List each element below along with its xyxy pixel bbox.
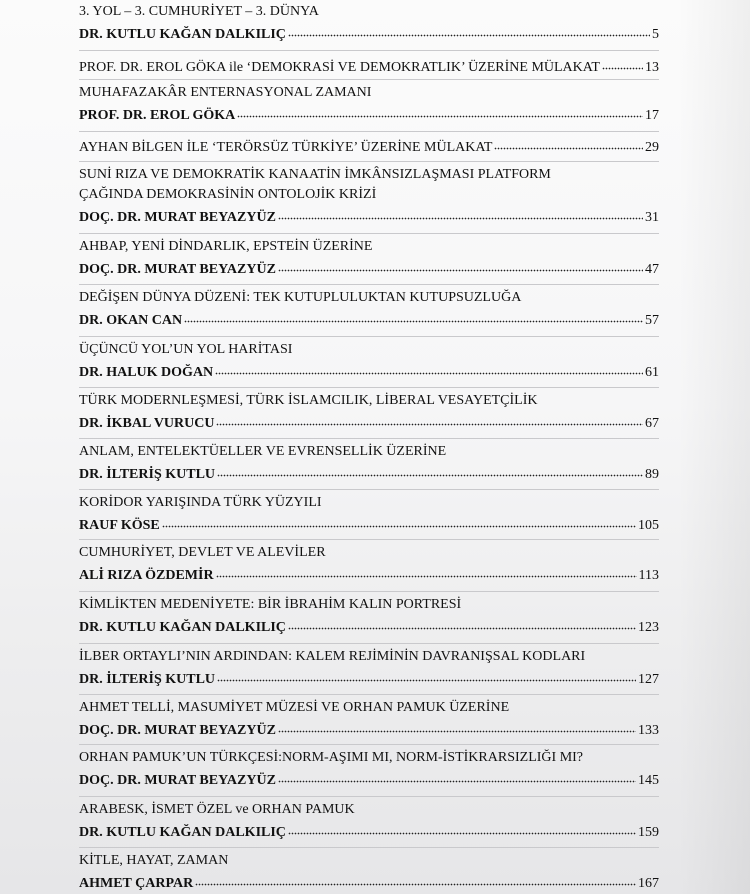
toc-entry (79, 748, 659, 791)
page-number: 133 (638, 723, 659, 738)
page-number: 29 (645, 140, 659, 155)
entry-leader-line (79, 103, 659, 126)
entry-separator (79, 796, 659, 797)
entry-leader-line (79, 135, 659, 158)
toc-entry (79, 698, 659, 741)
entry-title: CUMHURİYET, DEVLET VE ALEVİLER (79, 545, 326, 560)
entry-leader-line (79, 667, 659, 690)
toc-entry (79, 135, 659, 158)
entry-leader-line (79, 718, 659, 741)
page-number: 145 (638, 773, 659, 788)
entry-separator (79, 284, 659, 285)
entry-separator (79, 161, 659, 162)
entry-separator (79, 489, 659, 490)
entry-title: DEĞİŞEN DÜNYA DÜZENİ: TEK KUTUPLULUKTAN KUTUPSUZLUĞA (79, 290, 522, 305)
toc-entry (79, 595, 659, 638)
entry-title: KİMLİKTEN MEDENİYETE: BİR İBRAHİM KALIN PORTRESİ (79, 597, 462, 612)
page-number: 127 (638, 672, 659, 687)
entry-title: ORHAN PAMUK’UN TÜRKÇESİ:NORM-AŞIMI MI, NORM-İSTİKRARSIZLIĞI MI? (79, 750, 584, 765)
entry-title: ÜÇÜNCÜ YOL’UN YOL HARİTASI (79, 342, 293, 357)
page-number: 123 (638, 620, 659, 635)
entry-separator (79, 591, 659, 592)
dot-leader (602, 55, 643, 71)
entry-author: RAUF KÖSE (79, 518, 160, 533)
entry-author: DR. KUTLU KAĞAN DALKILIÇ (79, 620, 286, 635)
entry-leader-line (79, 513, 659, 536)
page-edge-shadow (678, 0, 750, 894)
page-number: 5 (652, 27, 659, 42)
toc-entry (79, 340, 659, 383)
entry-separator (79, 694, 659, 695)
entry-leader-line (79, 462, 659, 485)
dot-leader (288, 615, 636, 631)
dot-leader (216, 563, 637, 579)
entry-author: DR. KUTLU KAĞAN DALKILIÇ (79, 825, 286, 840)
toc-entry (79, 165, 659, 228)
entry-leader-line (79, 563, 659, 586)
entry-separator (79, 643, 659, 644)
entry-author: DR. HALUK DOĞAN (79, 365, 214, 380)
toc-entry (79, 55, 659, 78)
entry-separator (79, 131, 659, 132)
entry-author: ALİ RIZA ÖZDEMİR (79, 568, 214, 583)
toc-entry (79, 288, 659, 331)
entry-author: DR. İLTERİŞ KUTLU (79, 467, 216, 482)
entry-title: AHMET TELLİ, MASUMİYET MÜZESİ VE ORHAN PAMUK ÜZERİNE (79, 700, 510, 715)
toc-entry (79, 800, 659, 843)
page-number: 159 (638, 825, 659, 840)
entry-author: DOÇ. DR. MURAT BEYAZYÜZ (79, 723, 276, 738)
dot-leader (217, 462, 643, 478)
entry-title: ARABESK, İSMET ÖZEL ve ORHAN PAMUK (79, 802, 355, 817)
entry-separator (79, 744, 659, 745)
toc-entry (79, 2, 659, 45)
page-number: 89 (645, 467, 659, 482)
entry-title: ANLAM, ENTELEKTÜELLER VE EVRENSELLİK ÜZERİNE (79, 444, 447, 459)
dot-leader (278, 768, 636, 784)
entry-separator (79, 233, 659, 234)
entry-author: DOÇ. DR. MURAT BEYAZYÜZ (79, 773, 276, 788)
dot-leader (216, 411, 643, 427)
entry-leader-line (79, 308, 659, 331)
page-number: 47 (645, 262, 659, 277)
entry-leader-line (79, 871, 659, 894)
page-number: 17 (645, 108, 659, 123)
entry-separator (79, 387, 659, 388)
entry-leader-line (79, 820, 659, 843)
entry-title: KORİDOR YARIŞINDA TÜRK YÜZYILI (79, 495, 322, 510)
entry-author: AHMET ÇARPAR (79, 876, 194, 891)
toc-entry (79, 647, 659, 690)
dot-leader (215, 360, 643, 376)
entry-author: DR. OKAN CAN (79, 313, 183, 328)
entry-leader-line (79, 768, 659, 791)
dot-leader (195, 871, 636, 887)
toc-entry (79, 851, 659, 894)
entry-leader-line (79, 22, 659, 45)
entry-leader-line (79, 257, 659, 280)
page-number: 31 (645, 210, 659, 225)
toc-entry (79, 442, 659, 485)
entry-separator (79, 539, 659, 540)
dot-leader (184, 308, 643, 324)
page-number: 113 (638, 568, 659, 583)
toc-entry (79, 237, 659, 280)
entry-author: DOÇ. DR. MURAT BEYAZYÜZ (79, 262, 276, 277)
entry-separator (79, 79, 659, 80)
entry-author: PROF. DR. EROL GÖKA (79, 108, 236, 123)
dot-leader (278, 718, 636, 734)
entry-title: MUHAFAZAKÂR ENTERNASYONAL ZAMANI (79, 85, 372, 100)
page-number: 57 (645, 313, 659, 328)
entry-title: KİTLE, HAYAT, ZAMAN (79, 853, 229, 868)
entry-author: DOÇ. DR. MURAT BEYAZYÜZ (79, 210, 276, 225)
entry-leader-line (79, 615, 659, 638)
toc-entry (79, 493, 659, 536)
entry-leader-line (79, 360, 659, 383)
dot-leader (288, 22, 650, 38)
entry-separator (79, 438, 659, 439)
entry-title: PROF. DR. EROL GÖKA ile ‘DEMOKRASİ VE DEMOKRATLIK’ ÜZERİNE MÜLAKAT (79, 60, 600, 75)
entry-leader-line (79, 55, 659, 78)
entry-title: 3. YOL – 3. CUMHURİYET – 3. DÜNYA (79, 4, 319, 19)
page-number: 167 (638, 876, 659, 891)
dot-leader (217, 667, 636, 683)
entry-separator (79, 50, 659, 51)
page-number: 61 (645, 365, 659, 380)
page-number: 13 (645, 60, 659, 75)
dot-leader (237, 103, 643, 119)
entry-author: DR. KUTLU KAĞAN DALKILIÇ (79, 27, 286, 42)
entry-title: İLBER ORTAYLI’NIN ARDINDAN: KALEM REJİMİNİN DAVRANIŞSAL KODLARI (79, 649, 586, 664)
entry-separator (79, 847, 659, 848)
entry-title: AHBAP, YENİ DİNDARLIK, EPSTEİN ÜZERİNE (79, 239, 373, 254)
entry-leader-line (79, 205, 659, 228)
entry-author: DR. İKBAL VURUCU (79, 416, 215, 431)
entry-title: ÇAĞINDA DEMOKRASİNİN ONTOLOJİK KRİZİ (79, 187, 377, 202)
entry-separator (79, 336, 659, 337)
entry-author: DR. İLTERİŞ KUTLU (79, 672, 216, 687)
toc-entry (79, 83, 659, 126)
page-number: 67 (645, 416, 659, 431)
dot-leader (162, 513, 636, 529)
dot-leader (278, 257, 643, 273)
dot-leader (278, 205, 643, 221)
page-number: 105 (638, 518, 659, 533)
entry-title: TÜRK MODERNLEŞMESİ, TÜRK İSLAMCILIK, LİBERAL VESAYETÇİLİK (79, 393, 538, 408)
entry-title: SUNİ RIZA VE DEMOKRATİK KANAATİN İMKÂNSIZLAŞMASI PLATFORM (79, 167, 551, 182)
dot-leader (494, 135, 643, 151)
toc-entry (79, 543, 659, 586)
toc-entry (79, 391, 659, 434)
entry-leader-line (79, 411, 659, 434)
dot-leader (288, 820, 636, 836)
entry-title: AYHAN BİLGEN İLE ‘TERÖRSÜZ TÜRKİYE’ ÜZERİNE MÜLAKAT (79, 140, 493, 155)
